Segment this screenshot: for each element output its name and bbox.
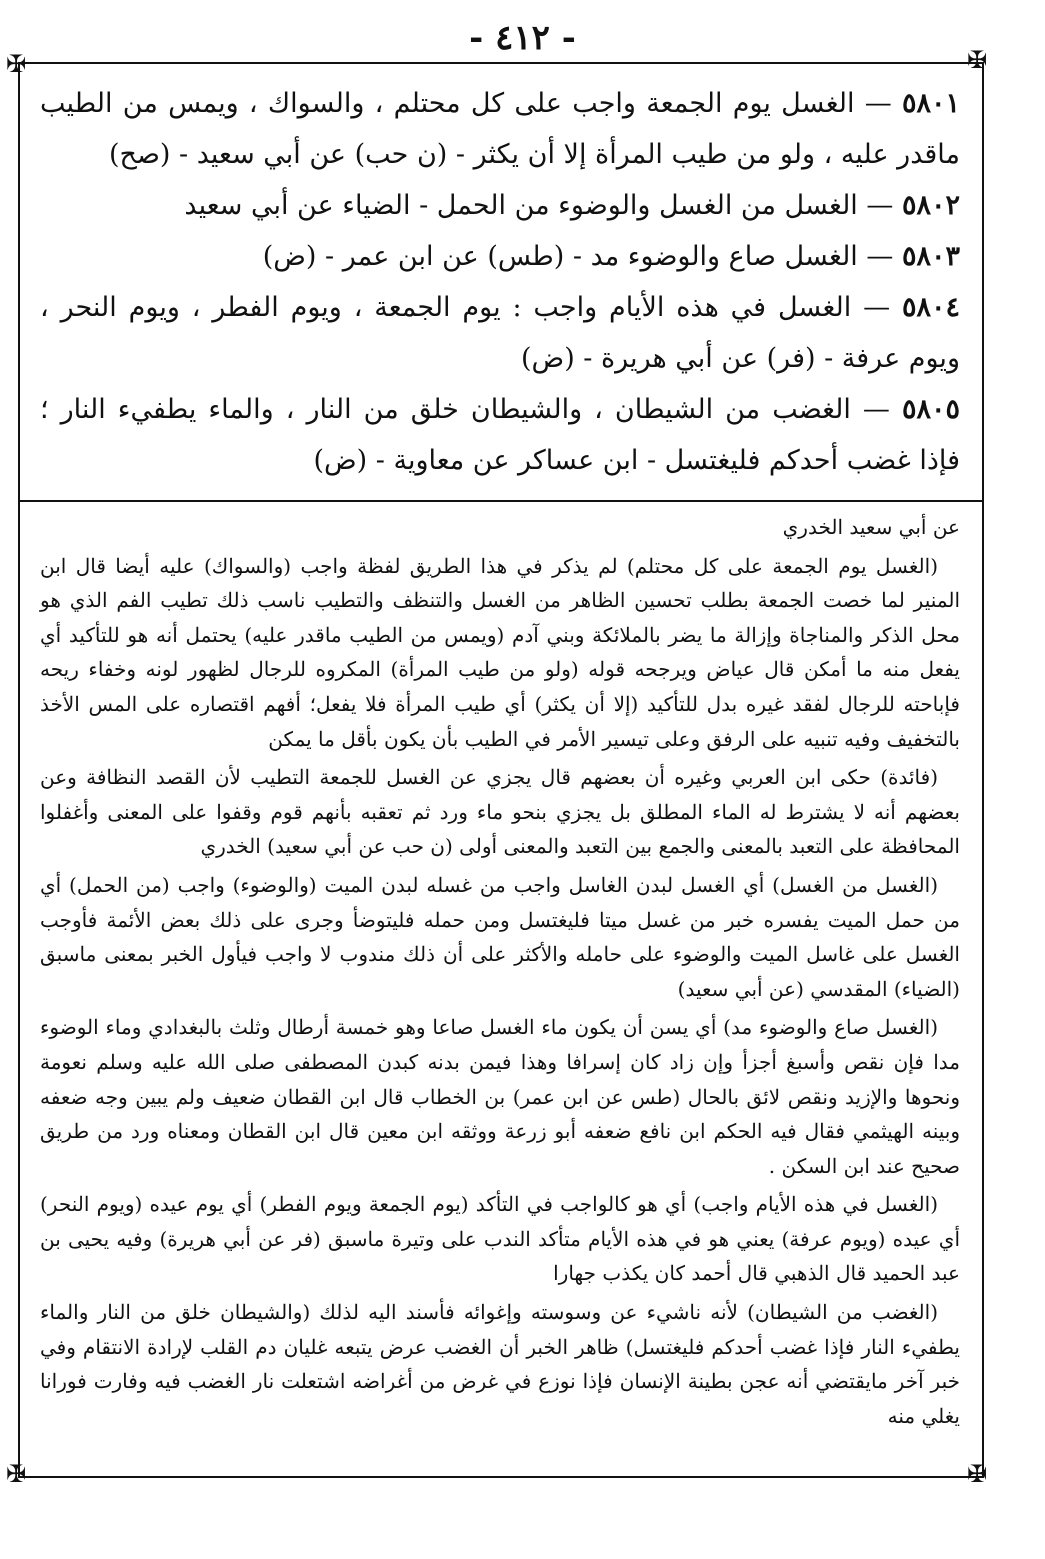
commentary-paragraph: عن أبي سعيد الخدري <box>782 515 960 539</box>
hadith-text: الغسل صاع والوضوء مد - (طس) عن ابن عمر - (ض) <box>262 241 858 272</box>
commentary-paragraph: (الغسل في هذه الأيام واجب) أي هو كالواجب في التأكد (يوم الجمعة ويوم الفطر) أي يوم عيده (ويوم النحر) أي عيده (ويوم عرفة) يعني هو في هذه الأيام متأكد الندب على وتيرة ماسبق (فر عن أبي هريرة) وفيه يحيى بن عبد الحميد قال الذهبي قال أحمد كان يكذب جهارا <box>40 1192 960 1286</box>
page-number: - ٤١٢ - <box>469 18 576 58</box>
hadith-number: ٥٨٠٤ <box>901 292 960 323</box>
hadith-entry: ٥٨٠٣ — الغسل صاع والوضوء مد - (طس) عن ابن عمر - (ض) <box>262 241 960 272</box>
commentary-paragraph: (الغسل من الغسل) أي الغسل لبدن الغاسل واجب من غسله لبدن الميت (والوضوء) واجب (من الحمل) أي من حمل الميت يفسره خبر من غسل ميتا فليغتسل ومن حمله فليتوضأ وجرى على ذلك بعض الأئمة فأوجب الغسل على غاسل الميت والوضوء على حامله والأكثر على أن ذلك مندوب لا واجب فيأول الخبر بمعنى ماسبق (الضياء) المقدسي (عن أبي سعيد) <box>40 872 960 1001</box>
hadith-text: الغسل يوم الجمعة واجب على كل محتلم ، والسواك ، ويمس من الطيب ماقدر عليه ، ولو من طيب المرأة إلا أن يكثر - (ن حب) عن أبي سعيد - (صح) <box>40 88 960 170</box>
commentary-section <box>40 510 960 1460</box>
hadith-entry: ٥٨٠١ — الغسل يوم الجمعة واجب على كل محتلم ، والسواك ، ويمس من الطيب ماقدر عليه ، ولو من طيب المرأة إلا أن يكثر - (ن حب) عن أبي سعيد - (صح) <box>40 88 960 170</box>
hadith-number: ٥٨٠٢ <box>901 190 960 221</box>
commentary-paragraph: (الغسل يوم الجمعة على كل محتلم) لم يذكر في هذا الطريق لفظة واجب (والسواك) عليه أيضا قال ابن المنير لما خصت الجمعة بطلب تحسين الظاهر من الغسل والتنظف والتطيب ناسب ذلك تطيب الفم الذي هو محل الذكر والمناجاة وإزالة ما يضر بالملائكة وبني آدم (ويمس من الطيب ماقدر عليه) يحتمل أنه هو للتأكيد أي يفعل منه ما أمكن قال عياض ويرجحه قوله (ولو من طيب المرأة) المكروه للرجال لظهور لونه وخفاء ريحه فإباحته للرجال لفقد غيره بدل للتأكيد (إلا أن يكثر) أي طيب المرأة فلا يفعل؛ أفهم اقتصاره على المس الأخذ بالتخفيف وفيه تنبيه على الرفق وعلى تيسير الأمر في الطيب بأن يكون بأقل ما يمكن <box>40 553 960 751</box>
commentary-paragraph: (فائدة) حكى ابن العربي وغيره أن بعضهم قال يجزي عن الغسل للجمعة التطيب لأن القصد النظافة وعن بعضهم أنه لا يشترط له الماء المطلق بل يجزي بنحو ماء ورد ثم تعقبه بأنهم قوم وقفوا على المعنى وأغفلوا المحافظة على التعبد بالمعنى والجمع بين التعبد والمعنى أولى (ن حب عن أبي سعيد) الخدري <box>40 765 960 859</box>
ornament-icon: ✠ <box>966 1460 988 1488</box>
commentary-paragraph: (الغضب من الشيطان) لأنه ناشيء عن وسوسته وإغوائه فأسند اليه لذلك (والشيطان خلق من النار والماء يطفيء النار فإذا غضب أحدكم فليغتسل) ظاهر الخبر أن الغضب عرض يتبعه غليان دم القلب لإرادة الانتقام وفي خبر آخر مايقتضي أنه عجن بطينة الإنسان فإذا نوزع في غرض من أغراضه اشتعلت نار الغضب فيه وفارت فورانا يغلي منه <box>40 1300 960 1428</box>
ornament-icon: ✠ <box>966 46 988 74</box>
hadith-entry: ٥٨٠٥ — الغضب من الشيطان ، والشيطان خلق من النار ، والماء يطفيء النار ؛ فإذا غضب أحدكم فليغتسل - ابن عساكر عن معاوية - (ض) <box>40 394 960 476</box>
commentary-paragraph: (الغسل صاع والوضوء مد) أي يسن أن يكون ماء الغسل صاعا وهو خمسة أرطال وثلث بالبغدادي وماء الوضوء مدا فإن نقص وأسبغ أجزأ وإن زاد كان إسرافا وهذا فيمن بدنه كبدن المصطفى صلى الله عليه وسلم نعومة ونحوها والإزيد ونقص لائق بالحال (طس عن ابن عمر) بن الخطاب قال ابن القطان ضعيف ولم يبين وجه ضعفه وبينه الهيثمي فقال فيه الحكم ابن نافع ضعفه أبو زرعة ووثقه ابن معين قال ابن القطان ومعناه ورد من طريق صحيح عند ابن السكن . <box>40 1015 960 1178</box>
hadith-text: الغضب من الشيطان ، والشيطان خلق من النار ، والماء يطفيء النار ؛ فإذا غضب أحدكم فليغتسل - ابن عساكر عن معاوية - (ض) <box>40 394 960 476</box>
hadith-text: الغسل في هذه الأيام واجب : يوم الجمعة ، ويوم الفطر ، ويوم النحر ، ويوم عرفة - (فر) عن أبي هريرة - (ض) <box>40 292 960 374</box>
hadith-number: ٥٨٠١ <box>901 88 960 119</box>
ornament-icon: ✠ <box>5 50 27 78</box>
hadith-section <box>40 78 960 498</box>
ornament-icon: ✠ <box>5 1460 27 1488</box>
hadith-entry: ٥٨٠٤ — الغسل في هذه الأيام واجب : يوم الجمعة ، ويوم الفطر ، ويوم النحر ، ويوم عرفة - (فر) عن أبي هريرة - (ض) <box>40 292 960 374</box>
section-divider <box>18 500 982 502</box>
hadith-entry: ٥٨٠٢ — الغسل من الغسل والوضوء من الحمل - الضياء عن أبي سعيد <box>184 190 960 221</box>
hadith-text: الغسل من الغسل والوضوء من الحمل - الضياء عن أبي سعيد <box>184 190 858 221</box>
hadith-number: ٥٨٠٣ <box>901 241 960 272</box>
hadith-number: ٥٨٠٥ <box>901 394 960 425</box>
